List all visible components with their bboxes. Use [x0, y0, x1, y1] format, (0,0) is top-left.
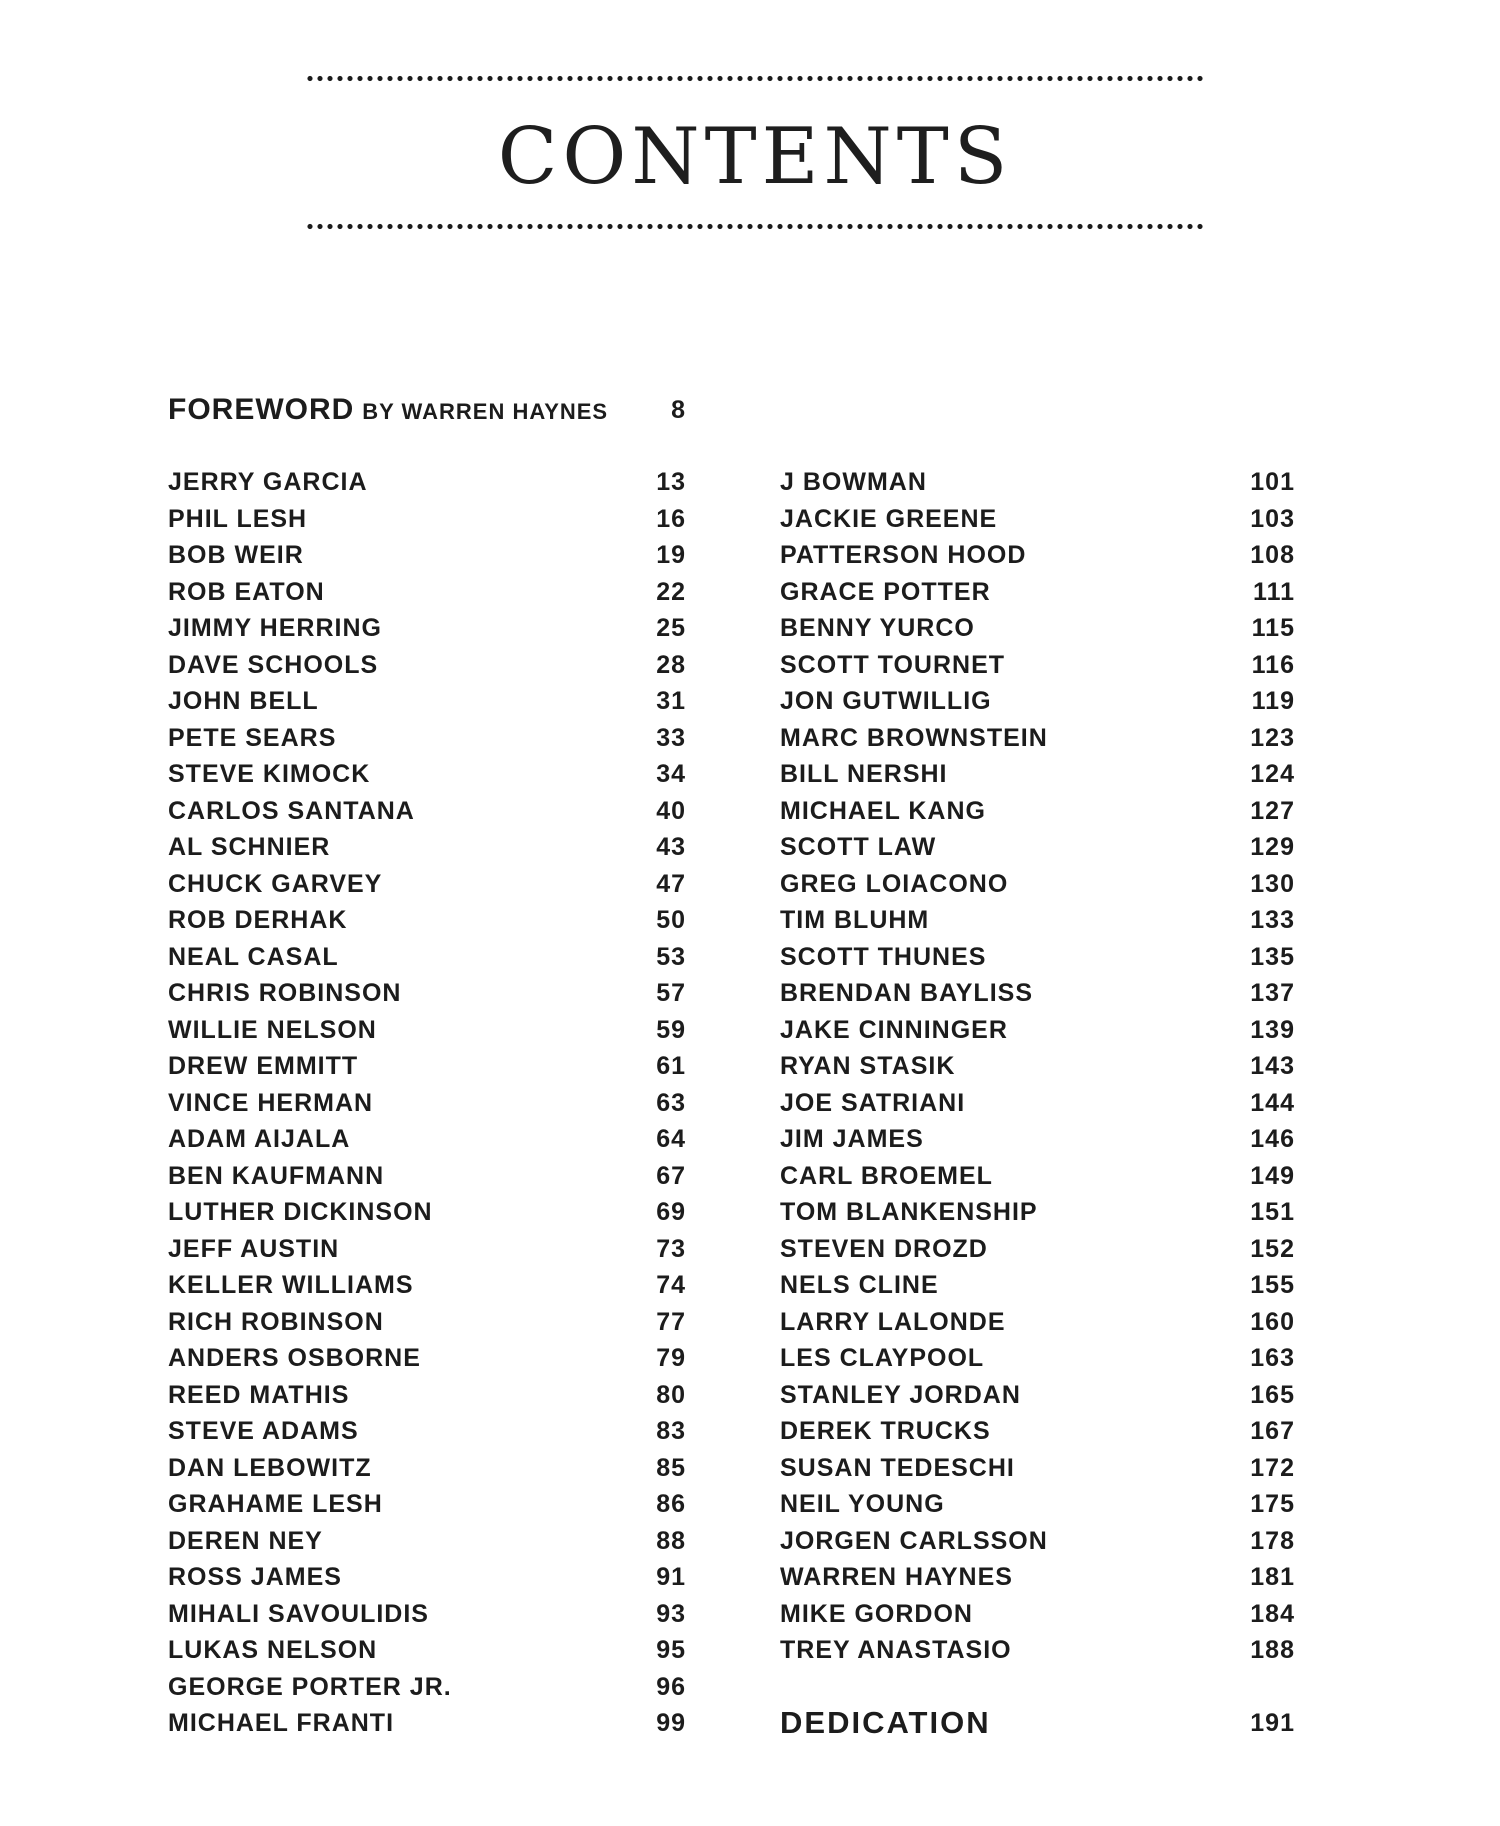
toc-entry: [168, 976, 686, 1010]
toc-entry-name: JEFF AUSTIN: [168, 1234, 340, 1263]
toc-entry-name: JON GUTWILLIG: [780, 687, 992, 715]
toc-entry-name: WILLIE NELSON: [168, 1015, 377, 1044]
toc-entry: [168, 830, 686, 864]
toc-entry-name: JAKE CINNINGER: [780, 1015, 1008, 1044]
toc-entry: [168, 1086, 686, 1120]
toc-entry-page-number: 25: [656, 614, 686, 642]
toc-entry-name: NEIL YOUNG: [780, 1490, 945, 1518]
toc-entry-page-number: 124: [1250, 760, 1295, 788]
toc-entry: [780, 940, 1295, 974]
toc-entry-page-number: 43: [656, 833, 686, 861]
toc-entry: [168, 1232, 686, 1266]
page-title: CONTENTS: [497, 112, 1013, 202]
toc-entry-name: JOE SATRIANI: [780, 1088, 966, 1117]
toc-entry: [780, 1487, 1295, 1521]
toc-entry: [168, 465, 686, 499]
toc-entry-name: ADAM AIJALA: [168, 1125, 351, 1153]
toc-entry: [780, 1414, 1295, 1448]
toc-entry-name: ROB DERHAK: [168, 906, 348, 934]
toc-entry-page-number: 22: [656, 577, 686, 606]
toc-entry-page-number: 47: [656, 869, 686, 898]
toc-entry: [168, 1195, 686, 1229]
toc-entry: [780, 1195, 1295, 1229]
toc-entry-page-number: 99: [656, 1709, 686, 1737]
toc-entry-name: CARLOS SANTANA: [168, 796, 415, 825]
toc-entry-name: JIM JAMES: [780, 1125, 924, 1153]
toc-entry-page-number: 85: [656, 1453, 686, 1482]
toc-entry-page-number: 96: [656, 1672, 686, 1701]
toc-entry-name: STEVE KIMOCK: [168, 760, 371, 788]
toc-entry-name: NELS CLINE: [780, 1271, 939, 1299]
toc-entry-name: LARRY LALONDE: [780, 1307, 1006, 1336]
toc-entry-name: KELLER WILLIAMS: [168, 1271, 414, 1299]
toc-entry: [780, 648, 1295, 682]
toc-entry-name: CHRIS ROBINSON: [168, 979, 402, 1007]
toc-entry-name: BRENDAN BAYLISS: [780, 979, 1034, 1007]
toc-entry: [168, 1706, 686, 1740]
toc-entry-page-number: 181: [1250, 1563, 1295, 1591]
toc-entry-page-number: 129: [1250, 833, 1295, 861]
toc-entry-name: WARREN HAYNES: [780, 1563, 1013, 1591]
toc-entry-page-number: 77: [656, 1307, 686, 1336]
toc-entry-page-number: 133: [1250, 906, 1295, 934]
toc-entry-name: BOB WEIR: [168, 541, 304, 569]
toc-entry-name: JOHN BELL: [168, 687, 319, 715]
toc-entry: [168, 1487, 686, 1521]
toc-entry: [168, 1670, 686, 1704]
toc-entry-page-number: 163: [1250, 1344, 1295, 1372]
toc-entry-page-number: 93: [656, 1599, 686, 1628]
toc-entry-name: BENNY YURCO: [780, 614, 975, 642]
toc-entry-name: PETE SEARS: [168, 723, 337, 752]
title-rule-bottom: [305, 223, 1205, 230]
toc-entry: [168, 757, 686, 791]
toc-entry-page-number: 178: [1250, 1526, 1295, 1555]
toc-entry-name: J BOWMAN: [780, 468, 927, 496]
toc-entry-page-number: 19: [656, 541, 686, 569]
toc-entry-page-number: 188: [1250, 1636, 1295, 1664]
toc-entry-page-number: 130: [1250, 869, 1295, 898]
toc-entry-page-number: 135: [1250, 942, 1295, 971]
toc-entry: [168, 721, 686, 755]
toc-entry-name: JIMMY HERRING: [168, 614, 382, 642]
toc-entry-page-number: 91: [656, 1563, 686, 1591]
toc-entry-name: GEORGE PORTER JR.: [168, 1672, 452, 1701]
toc-entry: [780, 684, 1295, 718]
foreword-entry: [168, 390, 686, 430]
toc-entry-name: VINCE HERMAN: [168, 1088, 374, 1117]
toc-entry-name: BEN KAUFMANN: [168, 1161, 385, 1190]
toc-entry: [780, 1049, 1295, 1083]
toc-entry: [168, 502, 686, 536]
toc-entry: [168, 940, 686, 974]
toc-entry: [168, 903, 686, 937]
dedication-page-number: 191: [1250, 1709, 1295, 1737]
toc-entry-page-number: 103: [1250, 504, 1295, 533]
toc-entry-name: MICHAEL FRANTI: [168, 1709, 395, 1737]
toc-entry: [168, 867, 686, 901]
toc-entry-page-number: 73: [656, 1234, 686, 1263]
toc-entry-name: GRACE POTTER: [780, 577, 991, 606]
toc-entry-page-number: 83: [656, 1417, 686, 1445]
toc-entry-name: CARL BROEMEL: [780, 1161, 993, 1190]
toc-entry: [168, 1049, 686, 1083]
toc-entry: [168, 1524, 686, 1558]
toc-entry: [780, 794, 1295, 828]
toc-entry-name: JACKIE GREENE: [780, 504, 998, 533]
toc-entry: [780, 976, 1295, 1010]
toc-entry-page-number: 123: [1250, 723, 1295, 752]
toc-entry-page-number: 144: [1250, 1088, 1295, 1117]
toc-entry-page-number: 137: [1250, 979, 1295, 1007]
toc-entry-page-number: 116: [1251, 650, 1295, 679]
foreword-label: FOREWORD: [168, 393, 355, 426]
toc-entry-page-number: 165: [1250, 1380, 1295, 1409]
toc-entry: [168, 1414, 686, 1448]
toc-entry: [168, 575, 686, 609]
toc-entry-page-number: 74: [656, 1271, 686, 1299]
toc-entry: [168, 794, 686, 828]
toc-entry-page-number: 139: [1250, 1015, 1295, 1044]
toc-entry-name: JERRY GARCIA: [168, 468, 368, 496]
toc-entry: [780, 867, 1295, 901]
toc-entry-page-number: 146: [1250, 1125, 1295, 1153]
toc-entry-name: SUSAN TEDESCHI: [780, 1453, 1015, 1482]
toc-entry-page-number: 88: [656, 1526, 686, 1555]
toc-entry-page-number: 28: [656, 650, 686, 679]
toc-entry-page-number: 152: [1250, 1234, 1295, 1263]
toc-entry-page-number: 61: [656, 1052, 686, 1080]
toc-entry-name: TIM BLUHM: [780, 906, 930, 934]
toc-entry: [168, 1597, 686, 1631]
toc-entry-name: BILL NERSHI: [780, 760, 948, 788]
toc-entry-name: JORGEN CARLSSON: [780, 1526, 1048, 1555]
toc-entry-page-number: 64: [656, 1125, 686, 1153]
toc-entry-name: RYAN STASIK: [780, 1052, 956, 1080]
toc-entry-page-number: 53: [656, 942, 686, 971]
toc-entry: [780, 1524, 1295, 1558]
toc-entry: [168, 1013, 686, 1047]
toc-entry-page-number: 101: [1250, 468, 1295, 496]
toc-entry-page-number: 172: [1250, 1453, 1295, 1482]
toc-entry-page-number: 127: [1250, 796, 1295, 825]
toc-entry-page-number: 151: [1250, 1198, 1295, 1226]
toc-entry-name: NEAL CASAL: [168, 942, 339, 971]
toc-entry: [780, 465, 1295, 499]
toc-entry-page-number: 59: [656, 1015, 686, 1044]
toc-entry-name: TREY ANASTASIO: [780, 1636, 1012, 1664]
toc-entry-name: ROSS JAMES: [168, 1563, 342, 1591]
toc-entry-name: MIKE GORDON: [780, 1599, 973, 1628]
toc-entry-page-number: 108: [1250, 541, 1295, 569]
toc-entry-name: DAN LEBOWITZ: [168, 1453, 372, 1482]
toc-entry: [780, 1633, 1295, 1667]
toc-entry-name: DAVE SCHOOLS: [168, 650, 379, 679]
toc-entry: [780, 1013, 1295, 1047]
toc-entry-name: STEVE ADAMS: [168, 1417, 359, 1445]
toc-entry-page-number: 80: [656, 1380, 686, 1409]
toc-entry-name: MIHALI SAVOULIDIS: [168, 1599, 429, 1628]
toc-entry-name: LES CLAYPOOL: [780, 1344, 985, 1372]
toc-entry: [168, 1633, 686, 1667]
toc-entry-name: SCOTT THUNES: [780, 942, 987, 971]
toc-entry: [168, 1159, 686, 1193]
toc-entry: [780, 1305, 1295, 1339]
toc-entry-page-number: 50: [656, 906, 686, 934]
toc-entry-page-number: 69: [656, 1198, 686, 1226]
toc-entry-name: ROB EATON: [168, 577, 325, 606]
toc-entry-page-number: 160: [1250, 1307, 1295, 1336]
toc-entry-page-number: 95: [656, 1636, 686, 1664]
toc-entry: [780, 1451, 1295, 1485]
toc-entry: [780, 611, 1295, 645]
toc-entry-name: SCOTT TOURNET: [780, 650, 1006, 679]
dedication-entry: [780, 1702, 1295, 1744]
toc-entry-page-number: 155: [1250, 1271, 1295, 1299]
toc-entry: [780, 1086, 1295, 1120]
toc-entry: [780, 1560, 1295, 1594]
toc-entry-name: PATTERSON HOOD: [780, 541, 1027, 569]
toc-entry-page-number: 33: [656, 723, 686, 752]
toc-entry-name: DEREN NEY: [168, 1526, 323, 1555]
toc-entry: [168, 684, 686, 718]
toc-entry-page-number: 111: [1253, 577, 1295, 606]
toc-entry-name: GREG LOIACONO: [780, 869, 1009, 898]
toc-entry: [168, 1268, 686, 1302]
toc-entry-name: SCOTT LAW: [780, 833, 937, 861]
toc-entry-page-number: 175: [1250, 1490, 1295, 1518]
toc-entry-page-number: 79: [656, 1344, 686, 1372]
toc-entry: [168, 611, 686, 645]
toc-entry: [780, 1122, 1295, 1156]
toc-entry: [780, 575, 1295, 609]
toc-entry-page-number: 143: [1250, 1052, 1295, 1080]
toc-entry: [168, 1560, 686, 1594]
toc-entry: [168, 538, 686, 572]
toc-entry-page-number: 40: [656, 796, 686, 825]
toc-entry-name: LUKAS NELSON: [168, 1636, 378, 1664]
toc-entry: [780, 1597, 1295, 1631]
toc-entry-name: AL SCHNIER: [168, 833, 331, 861]
toc-entry-page-number: 184: [1250, 1599, 1295, 1628]
toc-entry: [780, 757, 1295, 791]
toc-entry-page-number: 115: [1251, 614, 1295, 642]
toc-entry-page-number: 86: [656, 1490, 686, 1518]
toc-entry-name: STEVEN DROZD: [780, 1234, 988, 1263]
toc-entry-name: REED MATHIS: [168, 1380, 350, 1409]
toc-entry-page-number: 57: [656, 979, 686, 1007]
toc-entry: [168, 1378, 686, 1412]
toc-entry-name: LUTHER DICKINSON: [168, 1198, 433, 1226]
toc-entry-page-number: 13: [656, 468, 686, 496]
toc-entry-page-number: 119: [1251, 687, 1295, 715]
toc-entry-name: CHUCK GARVEY: [168, 869, 383, 898]
toc-entry: [780, 721, 1295, 755]
toc-entry: [168, 1341, 686, 1375]
toc-entry-name: STANLEY JORDAN: [780, 1380, 1021, 1409]
toc-entry-name: DREW EMMITT: [168, 1052, 359, 1080]
foreword-author: BY WARREN HAYNES: [362, 399, 609, 424]
toc-entry-name: RICH ROBINSON: [168, 1307, 384, 1336]
toc-entry: [168, 1122, 686, 1156]
toc-entry-page-number: 16: [656, 504, 686, 533]
toc-entry: [780, 502, 1295, 536]
toc-entry-page-number: 167: [1250, 1417, 1295, 1445]
toc-entry: [168, 1451, 686, 1485]
toc-entry: [780, 1159, 1295, 1193]
toc-entry: [780, 1268, 1295, 1302]
toc-entry-name: PHIL LESH: [168, 504, 308, 533]
toc-entry-page-number: 67: [656, 1161, 686, 1190]
toc-entry-page-number: 34: [656, 760, 686, 788]
toc-entry: [780, 830, 1295, 864]
toc-entry-page-number: 63: [656, 1088, 686, 1117]
toc-entry-name: ANDERS OSBORNE: [168, 1344, 421, 1372]
toc-entry-name: DEREK TRUCKS: [780, 1417, 991, 1445]
dedication-label: DEDICATION: [780, 1705, 991, 1740]
toc-entry: [780, 538, 1295, 572]
toc-entry-page-number: 149: [1250, 1161, 1295, 1190]
toc-entry: [168, 648, 686, 682]
toc-entry-name: MARC BROWNSTEIN: [780, 723, 1048, 752]
toc-entry: [780, 1378, 1295, 1412]
toc-entry: [168, 1305, 686, 1339]
toc-entry-page-number: 31: [656, 687, 686, 715]
toc-entry-name: MICHAEL KANG: [780, 796, 986, 825]
toc-entry: [780, 1232, 1295, 1266]
toc-entry: [780, 1341, 1295, 1375]
toc-entry-name: TOM BLANKENSHIP: [780, 1198, 1038, 1226]
toc-entry: [780, 903, 1295, 937]
toc-entry-name: GRAHAME LESH: [168, 1490, 383, 1518]
title-rule-top: [305, 75, 1205, 82]
foreword-page-number: 8: [671, 396, 686, 424]
